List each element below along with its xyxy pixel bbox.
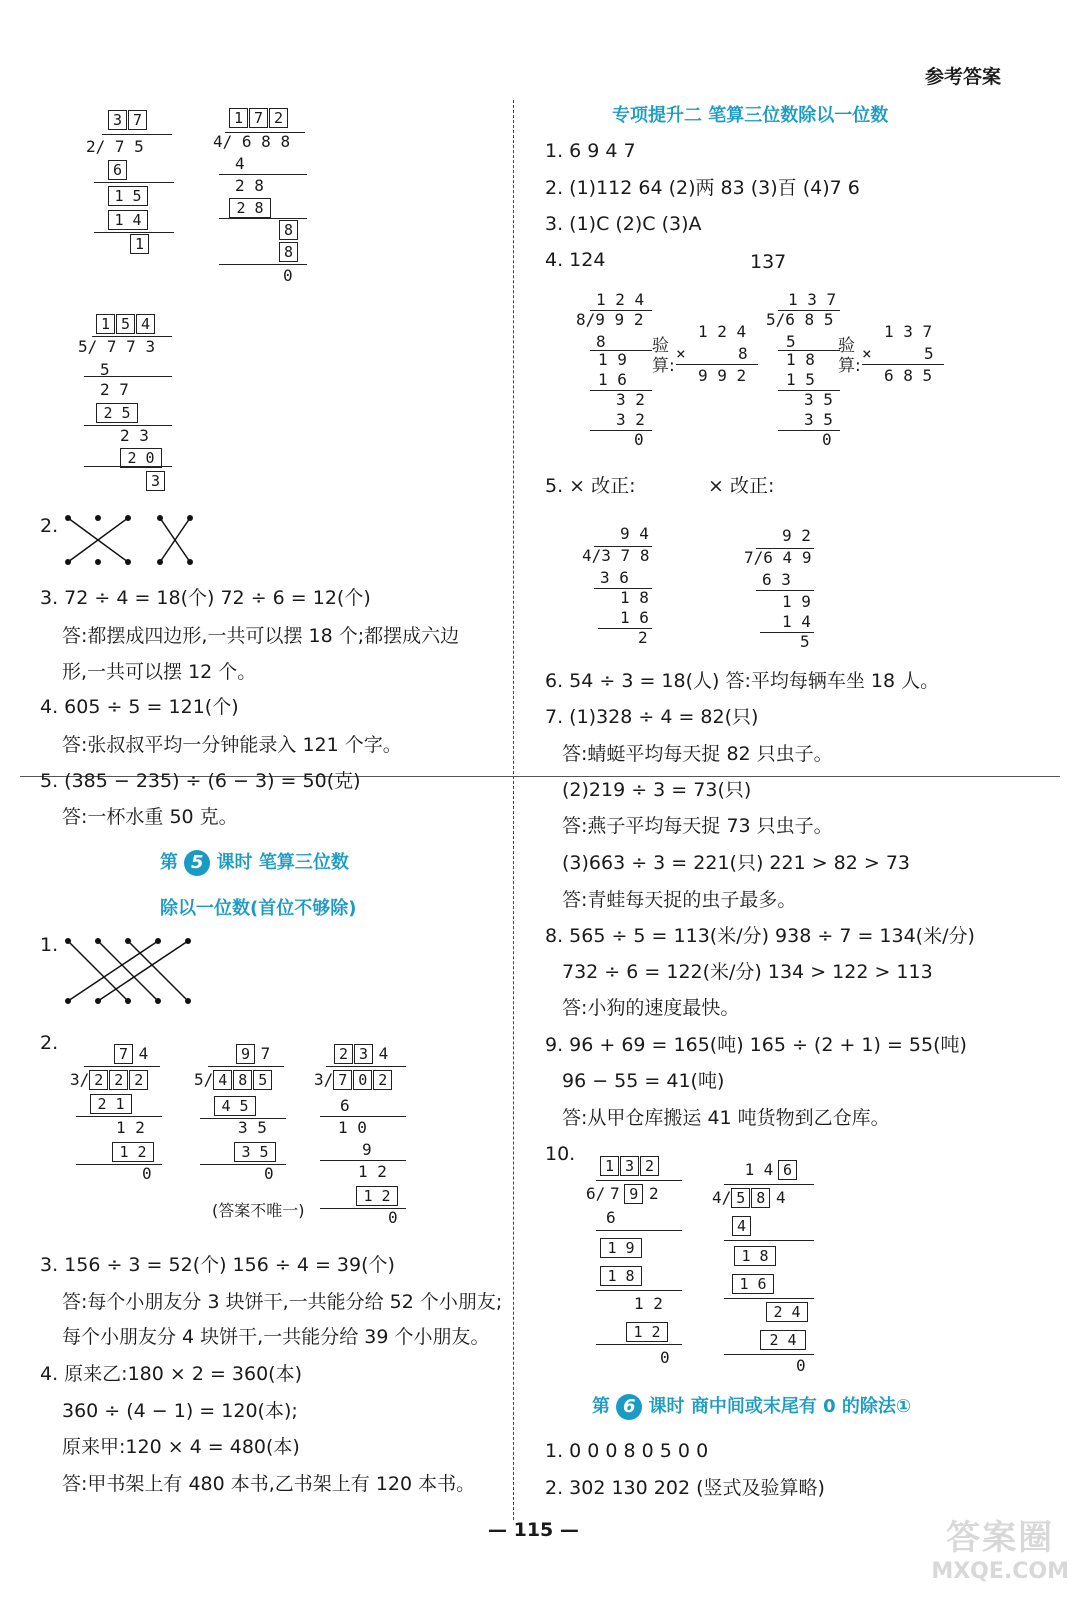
step: 2 7 [100, 380, 129, 399]
dividend-box: 2 [373, 1070, 392, 1090]
lesson-prefix: 第 [160, 852, 178, 873]
header-title: 参考答案 [924, 66, 1001, 88]
lesson6-q1: 1. 0 0 0 8 0 5 0 0 [545, 1440, 709, 1462]
r-q7-line1: 7. (1)328 ÷ 4 = 82(只) [545, 706, 759, 728]
step-box: 2 5 [96, 403, 138, 423]
quotient-box: 1 [96, 314, 115, 334]
step-box: 1 2 [112, 1142, 154, 1162]
dividend-box: 9 [624, 1184, 643, 1204]
step: 0 [634, 430, 644, 449]
r4-division-2: 1 3 7 5/6 8 5 5 1 8 1 5 3 5 3 5 0 [766, 290, 856, 450]
r-q8-line1: 8. 565 ÷ 5 = 113(米/分) 938 ÷ 7 = 134(米/分) [545, 925, 975, 947]
step-box: 1 9 [600, 1238, 642, 1258]
step: 6 3 [762, 570, 791, 589]
lesson-5-title [160, 848, 349, 876]
dividend: 6 8 5 [785, 310, 834, 329]
question-2-label: 2. [40, 515, 59, 537]
dividend-box: 5 [253, 1070, 272, 1090]
step-box: 3 [146, 471, 165, 491]
quotient: 9 4 [620, 524, 649, 543]
divisor: 4 [712, 1188, 722, 1207]
step-box: 3 5 [234, 1142, 276, 1162]
quotient-digit: 4 [763, 1160, 774, 1179]
r-q3: 3. (1)C (2)C (3)A [545, 213, 702, 235]
lesson-6-title [592, 1392, 911, 1420]
quotient-box: 2 [334, 1044, 353, 1064]
step: 1 9 [782, 592, 811, 611]
lesson5-division-2: 9 7 5/ 4 8 5 4 5 3 5 3 5 0 [194, 1044, 294, 1184]
step-box: 2 1 [90, 1094, 132, 1114]
lesson-5-subtitle: 除以一位数(首位不够除) [160, 898, 357, 919]
step: 1 8 [620, 588, 649, 607]
dividend: 6 4 9 [763, 548, 812, 567]
step-box: 6 [108, 160, 127, 180]
watermark-text-top: 答案圈 [946, 1518, 1055, 1558]
q4-line2: 答:张叔叔平均一分钟能录入 121 个字。 [62, 734, 402, 756]
multiplicand: 1 2 4 [698, 322, 747, 341]
dividend-box: 8 [233, 1070, 252, 1090]
step: 0 [142, 1164, 152, 1183]
quotient-box: 3 [354, 1044, 373, 1064]
step: 3 5 [804, 390, 833, 409]
r-q7-line2: 答:蜻蜓平均每天捉 82 只虫子。 [562, 743, 833, 765]
dividend-box: 5 [731, 1188, 750, 1208]
watermark-logo [931, 1510, 1069, 1584]
r4-check-1 [676, 322, 766, 392]
divisor: 4 [213, 132, 223, 151]
r-q8-line2: 732 ÷ 6 = 122(米/分) 134 > 122 > 113 [562, 961, 933, 983]
answer-note: (答案不唯一) [212, 1201, 305, 1220]
dividend-box: 0 [353, 1070, 372, 1090]
r-q5-label: 5. × 改正: [545, 475, 636, 497]
quotient-box: 6 [778, 1160, 797, 1180]
r-q7-line5: (3)663 ÷ 3 = 221(只) 221 > 82 > 73 [562, 852, 911, 874]
lesson-number-badge: 5 [184, 850, 210, 876]
long-division-3: 1 5 4 5/ 7 7 3 5 2 7 2 5 2 3 2 0 3 [78, 314, 188, 494]
lesson-suffix: 课时 笔算三位数 [216, 852, 349, 873]
lesson5-q3-line1: 3. 156 ÷ 3 = 52(个) 156 ÷ 4 = 39(个) [40, 1254, 395, 1276]
divisor: 5 [78, 337, 88, 356]
lesson5-q4-line1: 4. 原来乙:180 × 2 = 360(本) [40, 1363, 303, 1385]
step: 3 6 [600, 568, 629, 587]
lesson-suffix: 课时 商中间或末尾有 0 的除法① [648, 1396, 912, 1417]
quotient-box: 5 [116, 314, 135, 334]
q3-line1: 3. 72 ÷ 4 = 18(个) 72 ÷ 6 = 12(个) [40, 587, 371, 609]
lesson-prefix: 第 [592, 1396, 610, 1417]
quotient-box: 2 [269, 108, 288, 128]
step-box: 2 4 [760, 1330, 806, 1350]
r-q2: 2. (1)112 64 (2)两 83 (3)百 (4)7 6 [545, 177, 860, 199]
r-q1: 1. 6 9 4 7 [545, 140, 636, 162]
dividend-box: 2 [129, 1070, 148, 1090]
divisor: 3 [70, 1070, 80, 1089]
q3-line2: 答:都摆成四边形,一共可以摆 18 个;都摆成六边 [62, 625, 460, 647]
step: 0 [660, 1348, 670, 1367]
multiplier: 8 [738, 344, 748, 363]
step: 3 2 [616, 410, 645, 429]
dividend: 3 7 8 [601, 546, 650, 565]
r-q10-label: 10. [545, 1143, 576, 1165]
divisor: 2 [86, 137, 96, 156]
r4-check-2 [862, 322, 952, 392]
step-box: 4 5 [214, 1096, 256, 1116]
quotient-box: 9 [236, 1044, 255, 1064]
dividend-box: 4 [213, 1070, 232, 1090]
step-box: 1 4 [108, 210, 148, 230]
section-title: 专项提升二 笔算三位数除以一位数 [612, 105, 889, 126]
dividend-box: 8 [751, 1188, 770, 1208]
step: 9 [362, 1140, 372, 1159]
step: 1 6 [620, 608, 649, 627]
step-box: 1 5 [108, 186, 148, 206]
dividend: 7 7 3 [106, 337, 156, 356]
step: 2 [638, 628, 648, 647]
r5-division-1: 9 4 4/3 7 8 3 6 1 8 1 6 2 [582, 524, 662, 654]
r10-division-1: 1 3 2 6/ 7 9 2 6 1 9 1 8 1 2 1 2 0 [586, 1156, 696, 1366]
quotient: 1 3 7 [788, 290, 837, 309]
lesson5-division-1: 7 4 3/ 2 2 2 2 1 1 2 1 2 0 [70, 1044, 170, 1184]
lesson5-q1-label: 1. [40, 934, 59, 956]
lesson5-q4-line2: 360 ÷ (4 − 1) = 120(本); [62, 1400, 298, 1422]
quotient: 1 2 4 [596, 290, 645, 309]
matching-lines-1 [62, 512, 202, 568]
dividend-box: 7 [333, 1070, 352, 1090]
lesson-number-badge: 6 [616, 1394, 642, 1420]
lesson5-q3-line2: 答:每个小朋友分 3 块饼干,一共能分给 52 个小朋友; [62, 1291, 503, 1313]
step: 3 5 [238, 1118, 267, 1137]
r-q5-second: × 改正: [708, 475, 775, 497]
dividend-box: 2 [109, 1070, 128, 1090]
step: 3 5 [804, 410, 833, 429]
long-division-2: 1 7 2 4/ 6 8 8 4 2 8 2 8 8 8 0 [213, 108, 323, 283]
multiplier: 5 [924, 344, 934, 363]
quotient-box: 7 [249, 108, 268, 128]
quotient-box: 4 [136, 314, 155, 334]
quotient-digit: 4 [138, 1044, 149, 1063]
product: 9 9 2 [698, 366, 747, 385]
step-box: 2 4 [766, 1302, 808, 1322]
dividend-digit: 4 [775, 1188, 786, 1207]
r-q6: 6. 54 ÷ 3 = 18(人) 答:平均每辆车坐 18 人。 [545, 670, 940, 692]
step: 0 [264, 1164, 274, 1183]
r-q9-line3: 答:从甲仓库搬运 41 吨货物到乙仓库。 [562, 1107, 890, 1129]
quotient-box: 3 [620, 1156, 639, 1176]
r-q8-line3: 答:小狗的速度最快。 [562, 997, 740, 1019]
step: 0 [388, 1208, 398, 1227]
watermark-text-bottom: MXQE.COM [931, 1559, 1069, 1584]
step-box: 1 8 [734, 1246, 776, 1266]
lesson6-q2: 2. 302 130 202 (竖式及验算略) [545, 1477, 825, 1499]
step: 1 6 [598, 370, 627, 389]
step-box: 4 [732, 1216, 751, 1236]
divisor: 7 [744, 548, 754, 567]
step: 1 0 [338, 1118, 367, 1137]
step: 0 [283, 266, 293, 285]
matching-lines-2 [62, 936, 202, 1008]
column-divider [513, 100, 514, 1520]
step: 3 2 [616, 390, 645, 409]
step: 1 5 [786, 370, 815, 389]
step: 1 2 [358, 1162, 387, 1181]
quotient-box: 1 [600, 1156, 619, 1176]
step: 5 [786, 332, 796, 351]
multiply-sign: × [862, 344, 872, 363]
r-q7-line3: (2)219 ÷ 3 = 73(只) [562, 779, 752, 801]
quotient-box: 3 [108, 110, 127, 130]
step: 6 [340, 1096, 350, 1115]
lesson5-q3-line3: 每个小朋友分 4 块饼干,一共能分给 39 个小朋友。 [62, 1326, 490, 1348]
dividend-box: 2 [89, 1070, 108, 1090]
r-q4-second: 137 [750, 251, 787, 273]
step: 4 [235, 154, 245, 173]
q3-line3: 形,一共可以摆 12 个。 [62, 661, 257, 683]
r4-check-label-1: 验算: [652, 336, 675, 376]
dividend: 6 8 8 [241, 132, 291, 151]
dividend: 9 9 2 [595, 310, 644, 329]
r5-division-2: 9 2 7/6 4 9 6 3 1 9 1 4 5 [744, 526, 824, 656]
step: 5 [100, 360, 110, 379]
lesson5-q2-label: 2. [40, 1032, 59, 1054]
r10-division-2: 1 4 6 4/ 5 8 4 4 1 8 1 6 2 4 2 4 0 [712, 1160, 822, 1380]
quotient-digit: 7 [260, 1044, 271, 1063]
step-box: 2 8 [229, 198, 271, 218]
multiplicand: 1 3 7 [884, 322, 933, 341]
divisor: 4 [582, 546, 592, 565]
step: 1 2 [634, 1294, 663, 1313]
step-box: 1 6 [732, 1274, 774, 1294]
dividend-digit: 2 [648, 1184, 659, 1203]
step: 0 [822, 430, 832, 449]
divisor: 5 [766, 310, 776, 329]
lesson5-division-3: 2 3 4 3/ 7 0 2 6 1 0 9 1 2 1 2 0 [314, 1044, 424, 1234]
page-number: — 115 — [488, 1519, 579, 1541]
step: 6 [606, 1208, 616, 1227]
step-box: 1 8 [600, 1266, 642, 1286]
lesson5-q4-line3: 原来甲:120 × 4 = 480(本) [62, 1436, 300, 1458]
step: 1 9 [598, 350, 627, 369]
r-q9-line2: 96 − 55 = 41(吨) [562, 1070, 725, 1092]
step: 2 8 [235, 176, 264, 195]
step: 1 8 [786, 350, 815, 369]
lesson5-q4-line4: 答:甲书架上有 480 本书,乙书架上有 120 本书。 [62, 1473, 476, 1495]
quotient: 9 2 [782, 526, 811, 545]
product: 6 8 5 [884, 366, 933, 385]
q5-line1: 5. (385 − 235) ÷ (6 − 3) = 50(克) [40, 770, 361, 792]
r-q4-label: 4. 124 [545, 249, 606, 271]
r-q7-line6: 答:青蛙每天捉的虫子最多。 [562, 889, 797, 911]
step-box: 8 [279, 220, 298, 240]
multiply-sign: × [676, 344, 686, 363]
step: 1 2 [116, 1118, 145, 1137]
quotient-box: 7 [128, 110, 147, 130]
divisor: 6 [586, 1184, 596, 1203]
step: 1 4 [782, 612, 811, 631]
divisor: 3 [314, 1070, 324, 1089]
quotient-digit: 4 [378, 1044, 389, 1063]
q5-line2: 答:一杯水重 50 克。 [62, 806, 238, 828]
step-box: 1 2 [626, 1322, 668, 1342]
quotient-box: 1 [229, 108, 248, 128]
divisor: 8 [576, 310, 586, 329]
step-box: 2 0 [120, 448, 162, 468]
q4-line1: 4. 605 ÷ 5 = 121(个) [40, 696, 239, 718]
r4-check-label-2: 验算: [838, 336, 861, 376]
step: 0 [796, 1356, 806, 1375]
r-q9-line1: 9. 96 + 69 = 165(吨) 165 ÷ (2 + 1) = 55(吨) [545, 1034, 967, 1056]
step-box: 8 [279, 242, 298, 262]
step-box: 1 [130, 234, 149, 254]
quotient-box: 7 [114, 1044, 133, 1064]
quotient-digit: 1 [744, 1160, 755, 1179]
r4-division-1: 1 2 4 8/9 9 2 8 1 9 1 6 3 2 3 2 0 [576, 290, 666, 450]
step: 5 [800, 632, 810, 651]
step: 2 3 [120, 426, 149, 445]
step: 8 [596, 332, 606, 351]
divisor: 5 [194, 1070, 204, 1089]
long-division-1: 3 7 2/ 7 5 6 1 5 1 4 1 [86, 110, 186, 260]
quotient-box: 2 [640, 1156, 659, 1176]
step-box: 1 2 [356, 1186, 398, 1206]
dividend-digit: 7 [609, 1184, 620, 1203]
dividend: 7 5 [114, 137, 144, 156]
r-q7-line4: 答:燕子平均每天捉 73 只虫子。 [562, 815, 833, 837]
